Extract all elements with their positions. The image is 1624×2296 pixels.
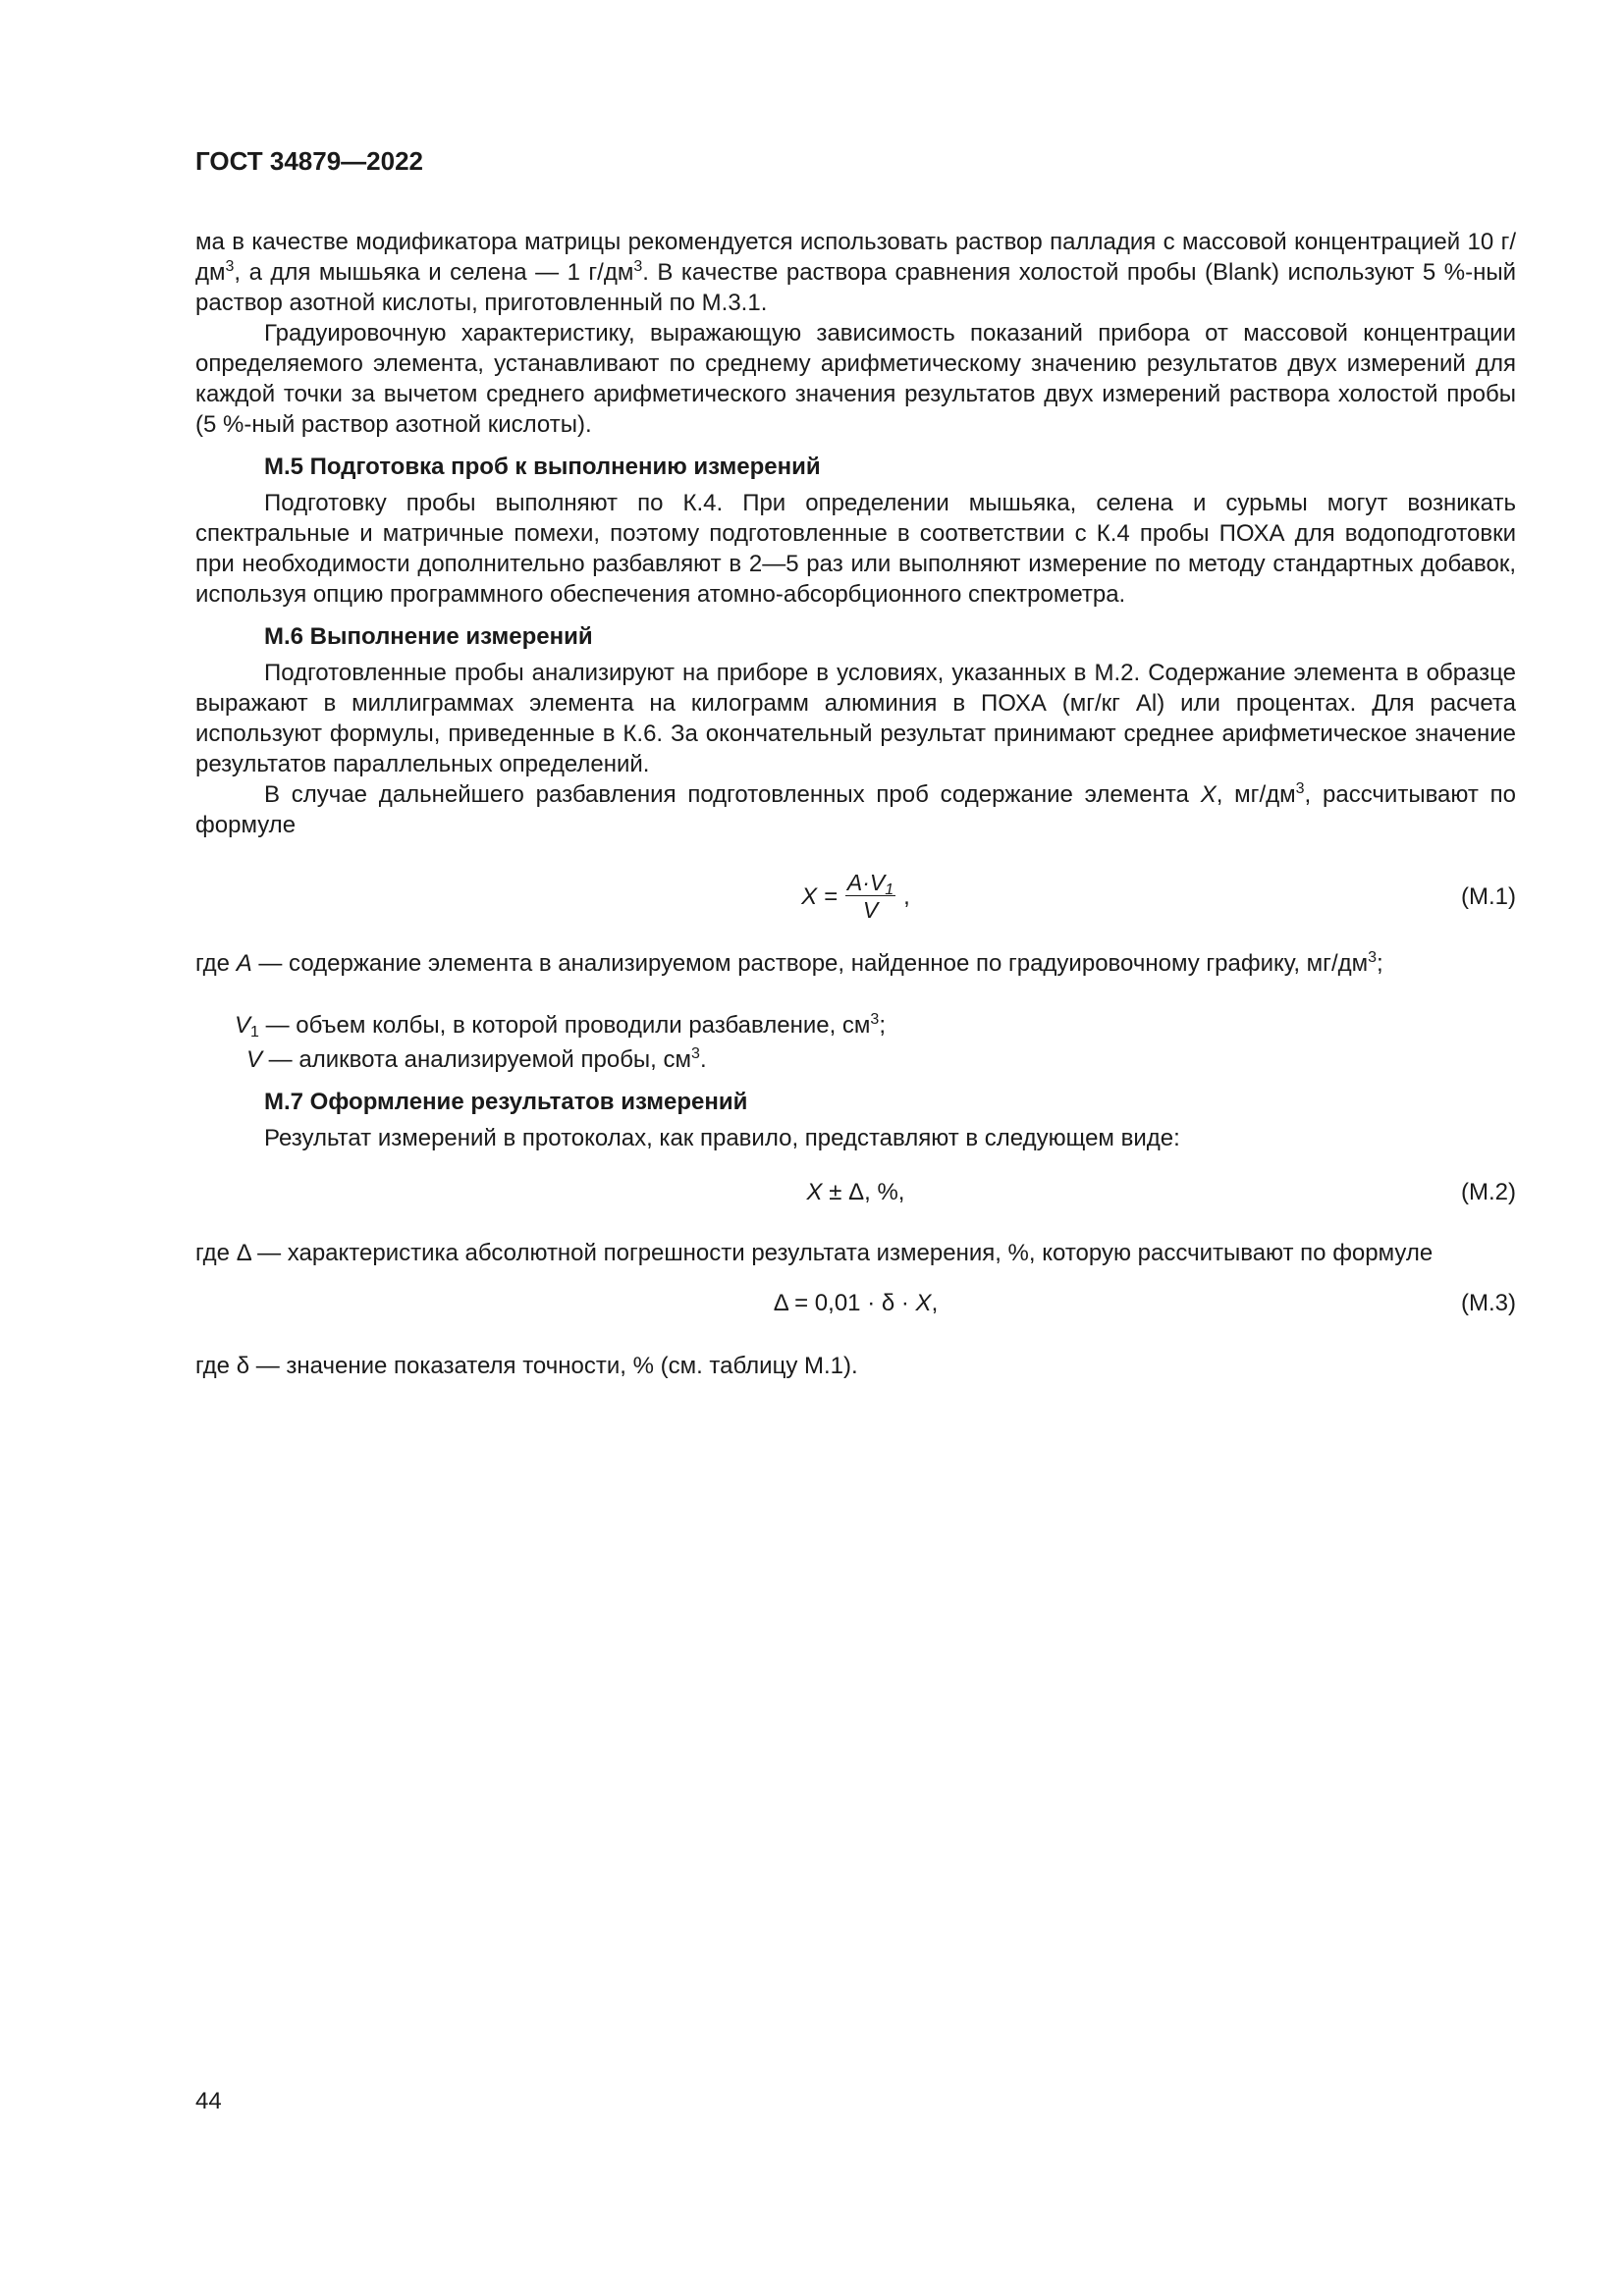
formula-m2: X ± Δ, %, (М.2)	[806, 1179, 1516, 1205]
definition-v: V — аликвота анализируемой пробы, $см^3$.	[246, 1045, 707, 1073]
where-a: где A — содержание элемента в анализируемом растворе, найденное по градуировочному графику, $мг/дм^3$;	[195, 949, 1383, 977]
document-page	[195, 0, 1516, 2296]
where-small-delta: где δ — значение показателя точности, % (см. таблицу М.1).	[195, 1353, 858, 1379]
paragraph-m7: Результат измерений в протоколах, как правило, представляют в следующем виде:	[264, 1125, 1180, 1151]
formula-m3-number: (М.3)	[1461, 1290, 1516, 1316]
section-title-m5: М.5 Подготовка проб к выполнению измерений	[264, 454, 821, 480]
paragraph-palladium: ма в качестве модификатора матрицы рекомендуется использовать раствор палладия с массовой концентрацией 10 $г/дм^3$, а для мышьяка и селена — 1 $г/дм^3$. В качестве раствора сравнения холостой пробы (Blank) используют 5 %-ный раствор азотной кислоты, приготовленный по М.3.1.	[195, 229, 1516, 316]
page-number: 44	[195, 2088, 222, 2114]
paragraph-m6-2: В случае дальнейшего разбавления подготовленных проб содержание элемента X, $мг/дм^3$, рассчитывают по формуле	[195, 780, 1517, 838]
paragraph-calibration: Градуировочную характеристику, выражающую зависимость показаний прибора от массовой концентрации определяемого элемента, устанавливают по среднему арифметическому значению результатов двух измерений для каждой точки за вычетом среднего арифметического значения результатов двух измерений раствора холостой пробы (5 %-ный раствор азотной кислоты).	[195, 320, 1516, 438]
section-title-m7: М.7 Оформление результатов измерений	[264, 1089, 748, 1115]
paragraph-m5: Подготовку пробы выполняют по К.4. При определении мышьяка, селена и сурьмы могут возникать спектральные и матричные помехи, поэтому подготовленные в соответствии с К.4 пробы ПОХА для водоподготовки при необходимости дополнительно разбавляют в 2—5 раз или выполняют измерение по методу стандартных добавок, используя опцию программного обеспечения атомно-абсорбционного спектрометра.	[195, 490, 1516, 608]
section-title-m6: М.6 Выполнение измерений	[264, 623, 593, 650]
definition-v1: $V_1$ — объем колбы, в которой проводили разбавление, $см^3$;	[235, 1011, 886, 1041]
formula-m2-number: (М.2)	[1461, 1179, 1516, 1205]
document-body	[195, 227, 1516, 1381]
formula-m3: Δ = 0,01 · δ · X, (М.3)	[773, 1290, 1516, 1316]
formula-m1-lhs: X =	[801, 882, 838, 910]
paragraph-m6-1: Подготовленные пробы анализируют на приборе в условиях, указанных в М.2. Содержание элемента в образце выражают в миллиграммах элемента на килограмм алюминия в ПОХА (мг/кг Al) или процентах. Для расчета используют формулы, приведенные в К.6. За окончательный результат принимают среднее арифметическое значение результатов параллельных определений.	[195, 660, 1516, 777]
formula-m1-number: (М.1)	[1461, 883, 1516, 910]
formula-m1: X = $\frac{A\cdot V_1}{V}$ , (М.1)	[801, 870, 1516, 923]
where-delta: где Δ — характеристика абсолютной погрешности результата измерения, %, которую рассчитывают по формуле	[195, 1240, 1434, 1266]
document-header: ГОСТ 34879—2022	[195, 146, 423, 176]
formula-m1-fraction: $\frac{A\cdot V_1}{V}$	[846, 870, 894, 923]
